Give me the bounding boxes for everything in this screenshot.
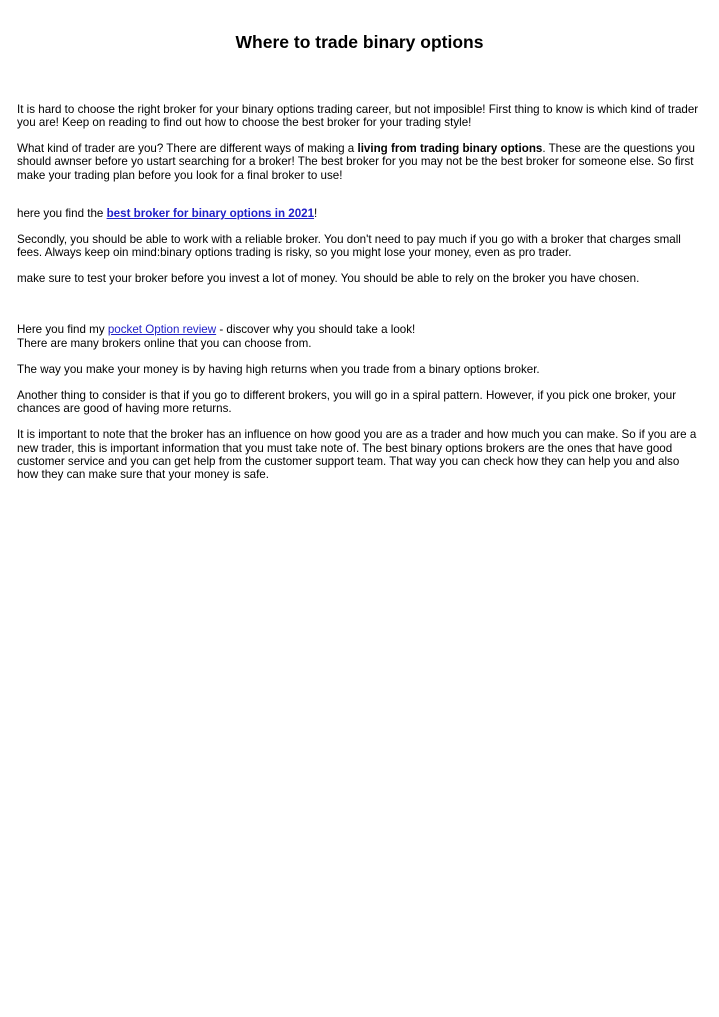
paragraph-pocket-option-text-start: Here you find my bbox=[17, 323, 108, 337]
paragraph-best-broker-text-end: ! bbox=[314, 206, 318, 220]
paragraph-best-broker-text-start: here you find the bbox=[17, 206, 107, 220]
paragraph-best-broker bbox=[17, 207, 702, 220]
paragraph-trader-kind bbox=[17, 142, 702, 181]
paragraph-intro: It is hard to choose the right broker for your binary options trading career, but not imposible! First thing to know is which kind of trader you are! Keep on reading to find out how to choose the best broker for your trading style! bbox=[17, 103, 699, 130]
living-from-trading-bold-text: living from trading binary options bbox=[357, 142, 543, 156]
paragraph-test-broker: make sure to test your broker before you invest a lot of money. You should be able to rely on the broker you have chosen. bbox=[17, 272, 640, 286]
document-body bbox=[17, 103, 702, 481]
best-broker-link[interactable]: best broker for binary options in 2021 bbox=[106, 206, 315, 220]
paragraph-high-returns: The way you make your money is by having high returns when you trade from a binary options broker. bbox=[17, 362, 540, 376]
paragraph-spiral-pattern: Another thing to consider is that if you go to different brokers, you will go in a spiral pattern. However, if you pick one broker, your chances are good of having more returns. bbox=[17, 389, 677, 416]
paragraph-many-brokers: There are many brokers online that you can choose from. bbox=[17, 336, 312, 350]
paragraph-pocket-option bbox=[17, 323, 702, 336]
paragraph-broker-influence: It is important to note that the broker has an influence on how good you are as a trader and how much you can make. So if you are a new trader, this is important information that you must take note of. The best binary options brokers are the ones that have good customer service and you can get help from the customer support team. That way you can check how they can help you and also how they can make sure that your money is safe. bbox=[17, 428, 697, 481]
pocket-option-review-link[interactable]: pocket Option review bbox=[107, 323, 217, 337]
page-title: Where to trade binary options bbox=[235, 32, 484, 52]
paragraph-pocket-option-text-end: - discover why you should take a look! bbox=[216, 323, 416, 337]
paragraph-trader-kind-text-end: . These are the questions you should awnser before yo ustart searching for a broker! The best broker for you may not be the best broker for someone else. So first make your trading plan before you look for a final broker to use! bbox=[17, 142, 695, 182]
paragraph-reliable-broker: Secondly, you should be able to work with a reliable broker. You don't need to pay much if you go with a broker that charges small fees. Always keep oin mind:binary options trading is risky, so you might lose your money, even as pro trader. bbox=[17, 232, 681, 260]
paragraph-trader-kind-text-start: What kind of trader are you? There are different ways of making a bbox=[17, 142, 358, 156]
